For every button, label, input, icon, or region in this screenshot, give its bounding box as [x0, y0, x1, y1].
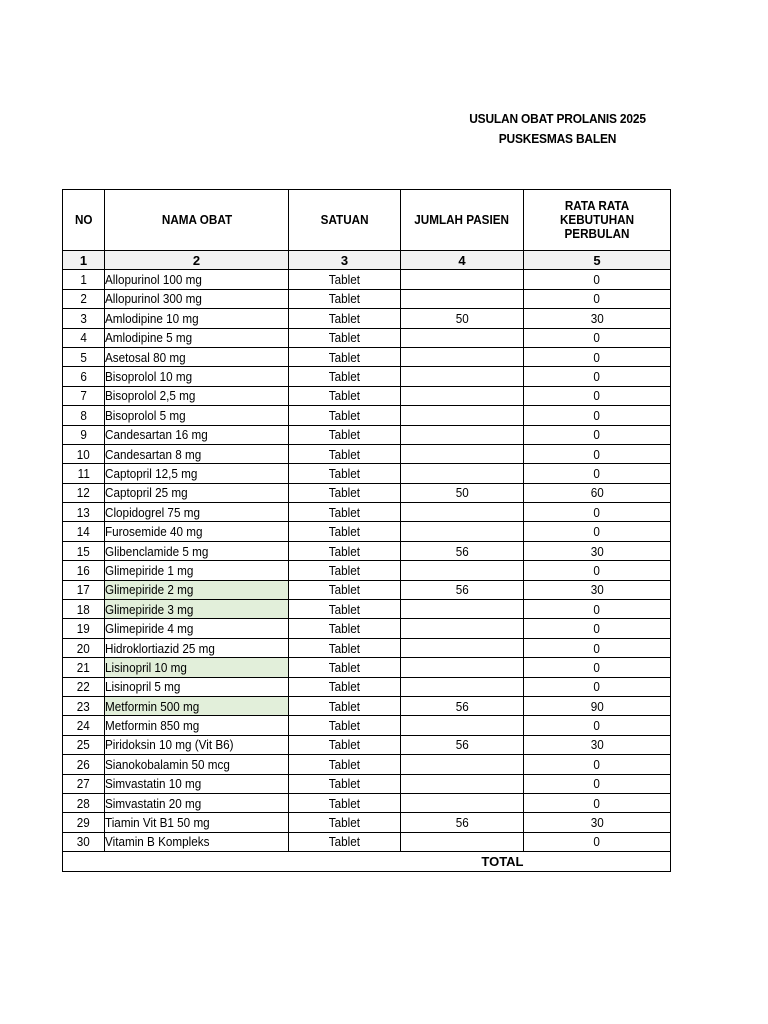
- row-rata-rata: 0: [524, 716, 671, 735]
- row-satuan: Tablet: [289, 793, 401, 812]
- row-satuan: Tablet: [289, 347, 401, 366]
- row-jumlah-pasien: [401, 406, 524, 425]
- row-no: 3: [63, 309, 105, 328]
- table-row: [63, 328, 671, 347]
- row-no: 1: [63, 270, 105, 289]
- row-nama-obat: Tiamin Vit B1 50 mg: [105, 813, 289, 832]
- row-rata-rata: 0: [524, 464, 671, 483]
- row-nama-obat: Bisoprolol 2,5 mg: [105, 386, 289, 405]
- table-row: [63, 541, 671, 560]
- row-nama-obat: Candesartan 8 mg: [105, 444, 289, 463]
- row-rata-rata: 0: [524, 658, 671, 677]
- row-no: 16: [63, 561, 105, 580]
- row-satuan: Tablet: [289, 600, 401, 619]
- table-row: [63, 406, 671, 425]
- table-row: [63, 580, 671, 599]
- row-jumlah-pasien: [401, 367, 524, 386]
- column-number-row: [63, 251, 671, 270]
- table-row: [63, 522, 671, 541]
- row-jumlah-pasien: [401, 289, 524, 308]
- row-no: 11: [63, 464, 105, 483]
- medicine-table: [62, 189, 671, 872]
- row-no: 7: [63, 386, 105, 405]
- row-nama-obat: Vitamin B Kompleks: [105, 832, 289, 851]
- row-jumlah-pasien: [401, 755, 524, 774]
- total-label: TOTAL: [401, 852, 524, 871]
- table-row: [63, 716, 671, 735]
- table-row: [63, 813, 671, 832]
- row-satuan: Tablet: [289, 658, 401, 677]
- row-no: 19: [63, 619, 105, 638]
- row-rata-rata: 0: [524, 347, 671, 366]
- row-jumlah-pasien: [401, 444, 524, 463]
- row-rata-rata: 0: [524, 638, 671, 657]
- row-no: 12: [63, 483, 105, 502]
- row-rata-rata: 0: [524, 561, 671, 580]
- row-no: 20: [63, 638, 105, 657]
- row-no: 5: [63, 347, 105, 366]
- row-rata-rata: 0: [524, 444, 671, 463]
- row-no: 25: [63, 735, 105, 754]
- row-jumlah-pasien: [401, 561, 524, 580]
- row-jumlah-pasien: [401, 774, 524, 793]
- row-nama-obat: Metformin 850 mg: [105, 716, 289, 735]
- table-row: [63, 755, 671, 774]
- row-nama-obat: Allopurinol 100 mg: [105, 270, 289, 289]
- row-no: 29: [63, 813, 105, 832]
- row-nama-obat: Bisoprolol 5 mg: [105, 406, 289, 425]
- row-nama-obat: Simvastatin 10 mg: [105, 774, 289, 793]
- row-jumlah-pasien: [401, 658, 524, 677]
- row-jumlah-pasien: [401, 522, 524, 541]
- row-jumlah-pasien: 50: [401, 309, 524, 328]
- row-rata-rata: 0: [524, 755, 671, 774]
- row-nama-obat: Amlodipine 10 mg: [105, 309, 289, 328]
- total-row: [63, 852, 671, 871]
- row-rata-rata: 0: [524, 425, 671, 444]
- row-nama-obat: Piridoksin 10 mg (Vit B6): [105, 735, 289, 754]
- row-satuan: Tablet: [289, 774, 401, 793]
- row-jumlah-pasien: [401, 425, 524, 444]
- row-satuan: Tablet: [289, 406, 401, 425]
- row-nama-obat: Glimepiride 3 mg: [105, 600, 289, 619]
- column-number: 3: [289, 251, 401, 270]
- table-row: [63, 600, 671, 619]
- table-row: [63, 464, 671, 483]
- row-rata-rata: 60: [524, 483, 671, 502]
- row-satuan: Tablet: [289, 503, 401, 522]
- table-row: [63, 658, 671, 677]
- row-satuan: Tablet: [289, 813, 401, 832]
- row-no: 17: [63, 580, 105, 599]
- row-rata-rata: 0: [524, 619, 671, 638]
- table-row: [63, 309, 671, 328]
- row-nama-obat: Amlodipine 5 mg: [105, 328, 289, 347]
- row-rata-rata: 30: [524, 580, 671, 599]
- row-jumlah-pasien: [401, 793, 524, 812]
- row-jumlah-pasien: [401, 600, 524, 619]
- row-satuan: Tablet: [289, 832, 401, 851]
- row-rata-rata: 30: [524, 735, 671, 754]
- row-rata-rata: 30: [524, 813, 671, 832]
- row-rata-rata: 30: [524, 541, 671, 560]
- row-satuan: Tablet: [289, 522, 401, 541]
- row-jumlah-pasien: [401, 716, 524, 735]
- row-jumlah-pasien: [401, 677, 524, 696]
- row-rata-rata: 0: [524, 367, 671, 386]
- column-number: 1: [63, 251, 105, 270]
- row-satuan: Tablet: [289, 289, 401, 308]
- row-no: 10: [63, 444, 105, 463]
- row-nama-obat: Captopril 12,5 mg: [105, 464, 289, 483]
- table-row: [63, 774, 671, 793]
- document-title: USULAN OBAT PROLANIS 2025: [469, 111, 646, 126]
- row-satuan: Tablet: [289, 541, 401, 560]
- row-nama-obat: Simvastatin 20 mg: [105, 793, 289, 812]
- row-nama-obat: Glibenclamide 5 mg: [105, 541, 289, 560]
- row-no: 2: [63, 289, 105, 308]
- table-row: [63, 677, 671, 696]
- table-row: [63, 289, 671, 308]
- row-no: 30: [63, 832, 105, 851]
- header-satuan: SATUAN: [289, 190, 401, 251]
- column-number: 4: [401, 251, 524, 270]
- row-no: 26: [63, 755, 105, 774]
- row-rata-rata: 0: [524, 503, 671, 522]
- table-row: [63, 503, 671, 522]
- row-jumlah-pasien: 56: [401, 541, 524, 560]
- row-satuan: Tablet: [289, 270, 401, 289]
- row-nama-obat: Captopril 25 mg: [105, 483, 289, 502]
- row-no: 28: [63, 793, 105, 812]
- row-jumlah-pasien: 56: [401, 696, 524, 715]
- row-satuan: Tablet: [289, 367, 401, 386]
- row-nama-obat: Metformin 500 mg: [105, 696, 289, 715]
- row-jumlah-pasien: 50: [401, 483, 524, 502]
- row-nama-obat: Lisinopril 10 mg: [105, 658, 289, 677]
- row-satuan: Tablet: [289, 328, 401, 347]
- row-jumlah-pasien: 56: [401, 813, 524, 832]
- row-no: 6: [63, 367, 105, 386]
- row-rata-rata: 0: [524, 386, 671, 405]
- table-row: [63, 696, 671, 715]
- row-jumlah-pasien: [401, 638, 524, 657]
- row-rata-rata: 0: [524, 522, 671, 541]
- row-satuan: Tablet: [289, 561, 401, 580]
- row-satuan: Tablet: [289, 619, 401, 638]
- table-row: [63, 367, 671, 386]
- row-nama-obat: Glimepiride 1 mg: [105, 561, 289, 580]
- table-row: [63, 425, 671, 444]
- row-satuan: Tablet: [289, 483, 401, 502]
- table-row: [63, 347, 671, 366]
- row-jumlah-pasien: 56: [401, 580, 524, 599]
- row-jumlah-pasien: [401, 270, 524, 289]
- row-no: 13: [63, 503, 105, 522]
- row-no: 15: [63, 541, 105, 560]
- table-row: [63, 483, 671, 502]
- row-nama-obat: Candesartan 16 mg: [105, 425, 289, 444]
- table-row: [63, 444, 671, 463]
- row-no: 18: [63, 600, 105, 619]
- row-satuan: Tablet: [289, 425, 401, 444]
- table-row: [63, 270, 671, 289]
- row-no: 14: [63, 522, 105, 541]
- row-satuan: Tablet: [289, 580, 401, 599]
- row-jumlah-pasien: [401, 328, 524, 347]
- row-rata-rata: 0: [524, 832, 671, 851]
- row-nama-obat: Bisoprolol 10 mg: [105, 367, 289, 386]
- row-satuan: Tablet: [289, 735, 401, 754]
- row-no: 4: [63, 328, 105, 347]
- table-row: [63, 638, 671, 657]
- row-jumlah-pasien: [401, 619, 524, 638]
- row-satuan: Tablet: [289, 309, 401, 328]
- row-rata-rata: 30: [524, 309, 671, 328]
- row-no: 23: [63, 696, 105, 715]
- row-satuan: Tablet: [289, 716, 401, 735]
- row-jumlah-pasien: 56: [401, 735, 524, 754]
- header-jumlah-pasien: JUMLAH PASIEN: [401, 190, 524, 251]
- row-nama-obat: Lisinopril 5 mg: [105, 677, 289, 696]
- header-no: NO: [63, 190, 105, 251]
- row-nama-obat: Hidroklortiazid 25 mg: [105, 638, 289, 657]
- row-nama-obat: Furosemide 40 mg: [105, 522, 289, 541]
- row-no: 24: [63, 716, 105, 735]
- row-jumlah-pasien: [401, 832, 524, 851]
- row-nama-obat: Glimepiride 2 mg: [105, 580, 289, 599]
- row-no: 21: [63, 658, 105, 677]
- row-satuan: Tablet: [289, 696, 401, 715]
- header-rata-rata: RATA RATA KEBUTUHAN PERBULAN: [524, 190, 671, 251]
- row-nama-obat: Asetosal 80 mg: [105, 347, 289, 366]
- row-rata-rata: 0: [524, 289, 671, 308]
- row-satuan: Tablet: [289, 464, 401, 483]
- table-row: [63, 619, 671, 638]
- table-header-row: [63, 190, 671, 251]
- row-nama-obat: Allopurinol 300 mg: [105, 289, 289, 308]
- table-row: [63, 386, 671, 405]
- table-row: [63, 793, 671, 812]
- row-jumlah-pasien: [401, 386, 524, 405]
- row-rata-rata: 90: [524, 696, 671, 715]
- row-no: 9: [63, 425, 105, 444]
- row-nama-obat: Sianokobalamin 50 mcg: [105, 755, 289, 774]
- row-no: 22: [63, 677, 105, 696]
- row-rata-rata: 0: [524, 600, 671, 619]
- row-satuan: Tablet: [289, 755, 401, 774]
- row-satuan: Tablet: [289, 638, 401, 657]
- row-no: 27: [63, 774, 105, 793]
- row-jumlah-pasien: [401, 347, 524, 366]
- row-rata-rata: 0: [524, 270, 671, 289]
- row-satuan: Tablet: [289, 677, 401, 696]
- header-nama-obat: NAMA OBAT: [105, 190, 289, 251]
- column-number: 2: [105, 251, 289, 270]
- row-no: 8: [63, 406, 105, 425]
- column-number: 5: [524, 251, 671, 270]
- row-rata-rata: 0: [524, 328, 671, 347]
- row-rata-rata: 0: [524, 774, 671, 793]
- row-rata-rata: 0: [524, 406, 671, 425]
- row-jumlah-pasien: [401, 503, 524, 522]
- row-rata-rata: 0: [524, 677, 671, 696]
- row-satuan: Tablet: [289, 444, 401, 463]
- row-nama-obat: Clopidogrel 75 mg: [105, 503, 289, 522]
- document-subtitle: PUSKESMAS BALEN: [498, 131, 617, 146]
- table-row: [63, 832, 671, 851]
- row-satuan: Tablet: [289, 386, 401, 405]
- table-row: [63, 561, 671, 580]
- row-jumlah-pasien: [401, 464, 524, 483]
- row-rata-rata: 0: [524, 793, 671, 812]
- row-nama-obat: Glimepiride 4 mg: [105, 619, 289, 638]
- table-row: [63, 735, 671, 754]
